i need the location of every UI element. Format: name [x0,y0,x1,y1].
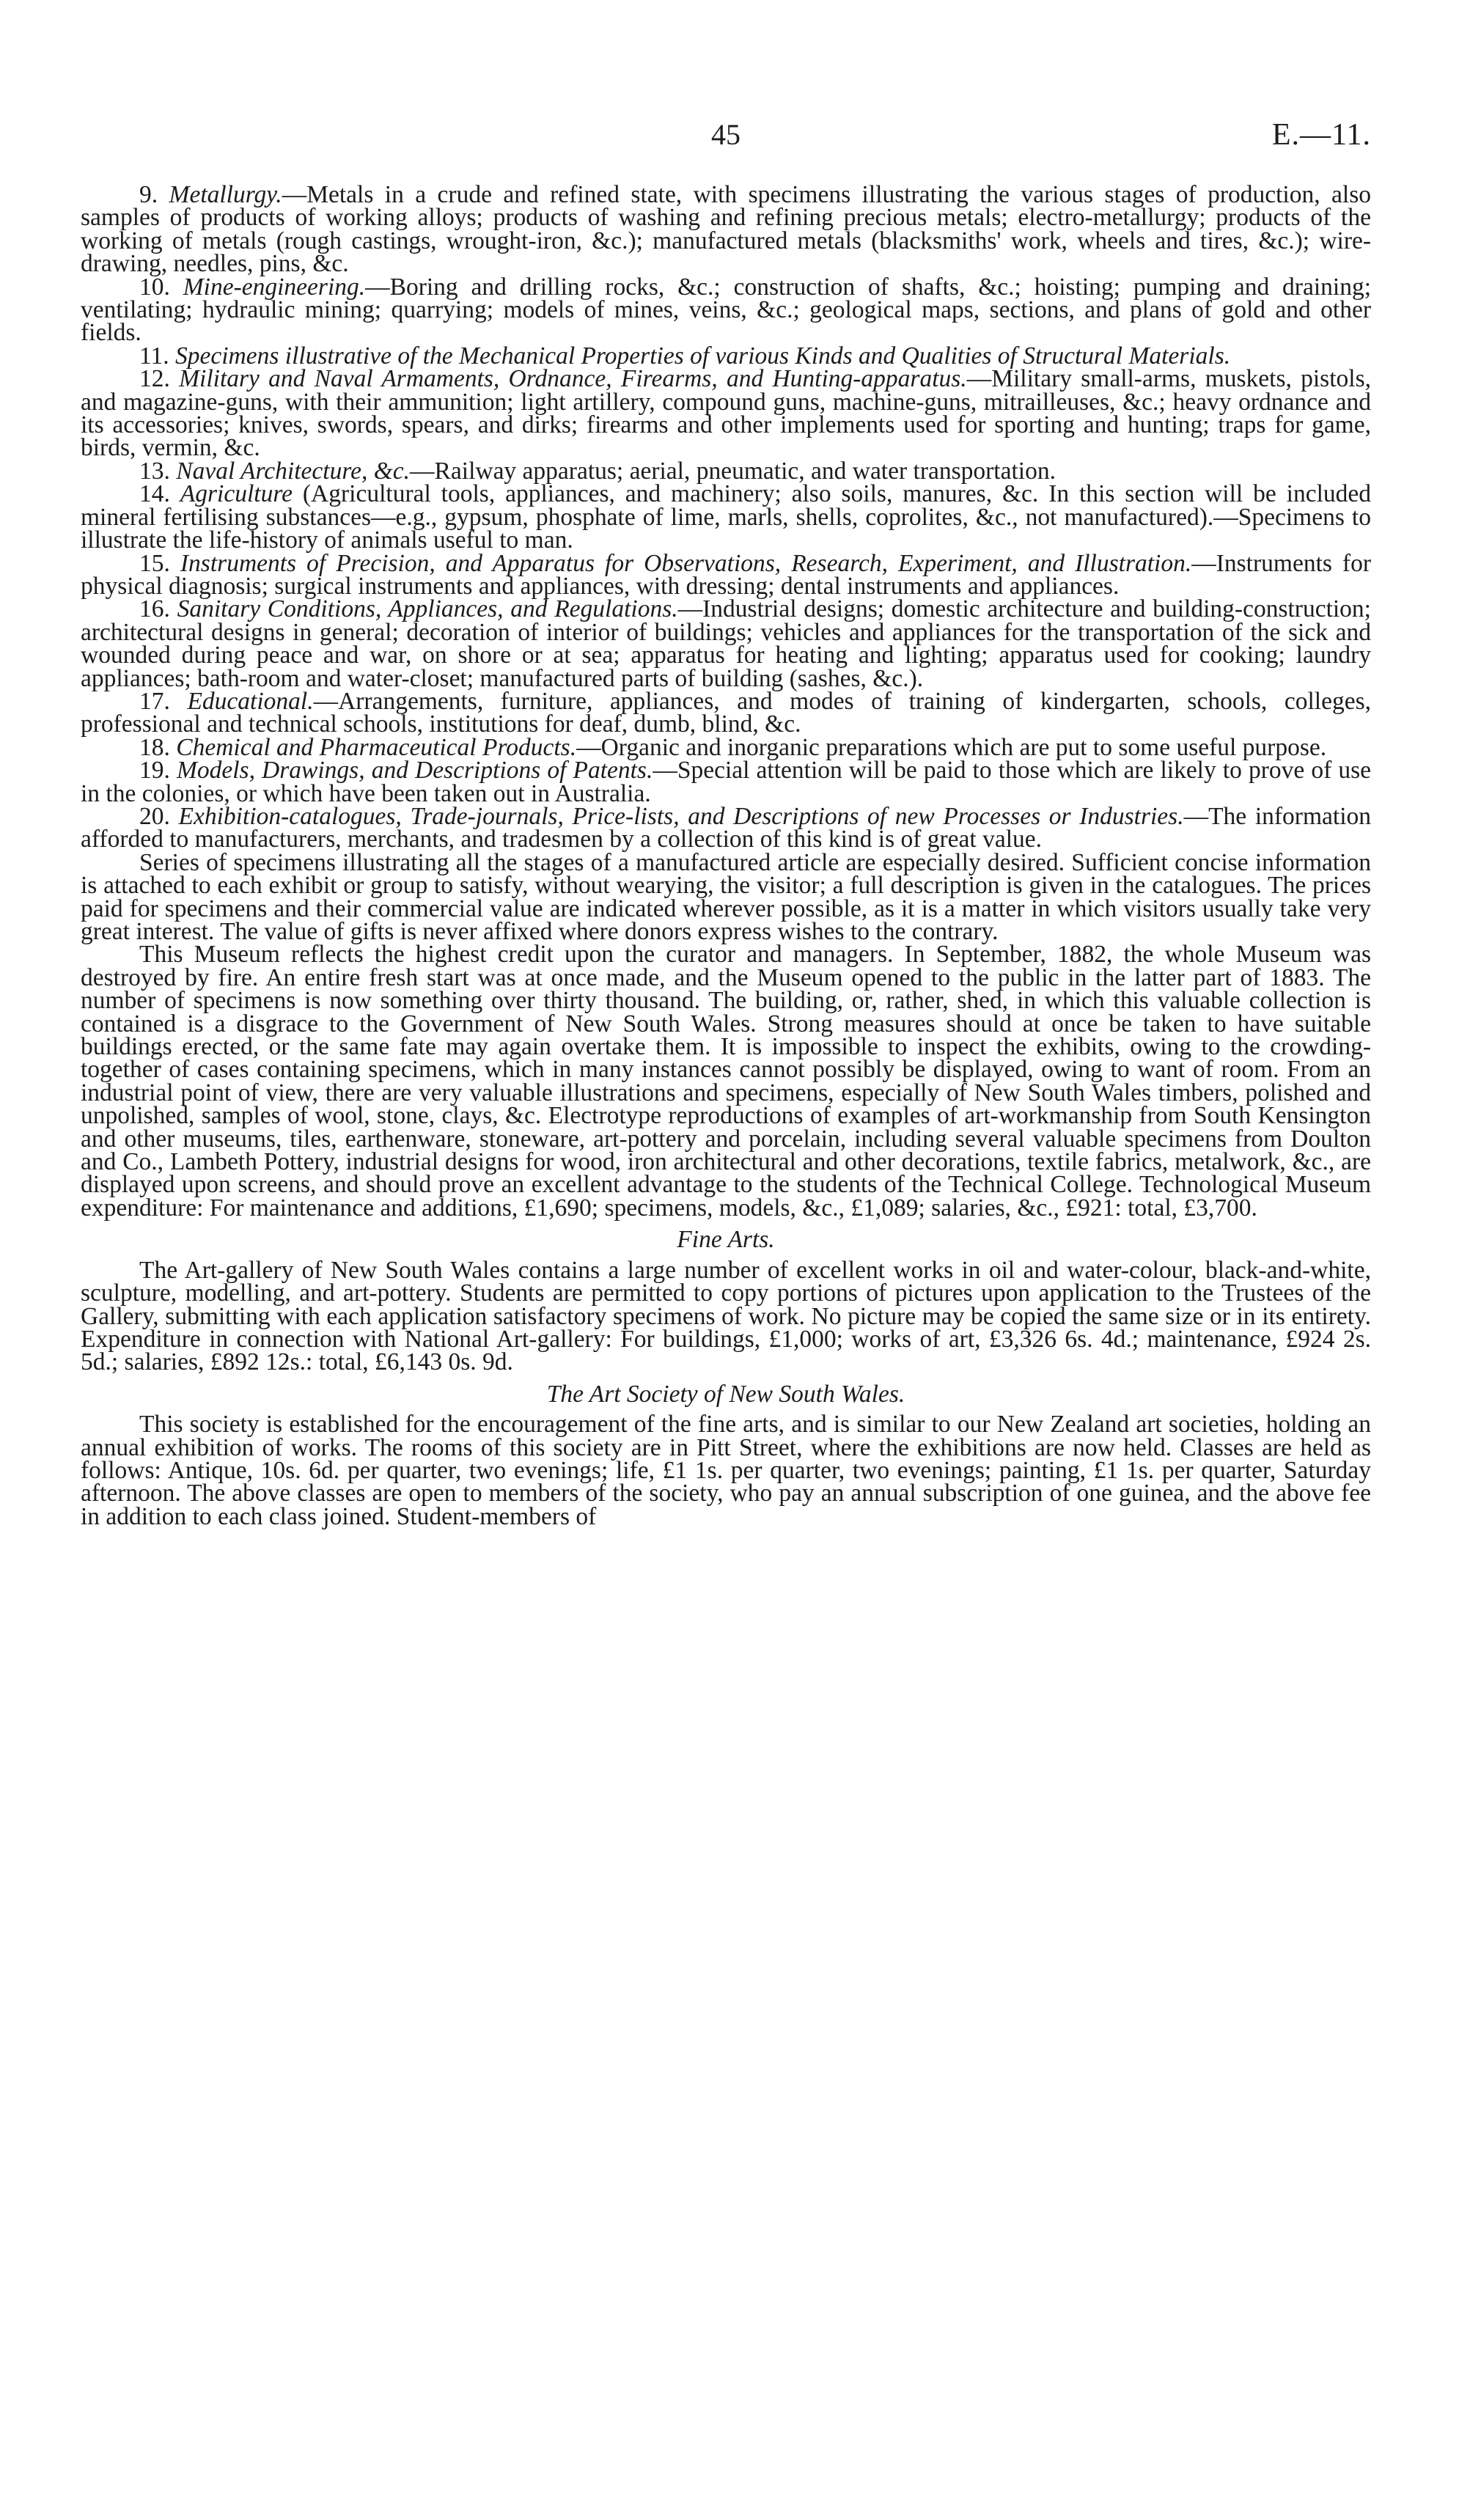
document-code: E.—11. [1271,118,1371,152]
list-item [81,342,1371,370]
list-item [81,457,1371,485]
item-number: 10. [139,273,170,301]
item-number: 17. [139,687,170,715]
item-title: Sanitary Conditions, Appliances, and Regulations. [177,595,678,623]
item-number: 13. [139,457,170,485]
item-title: Specimens illustrative of the Mechanical Properties of various Kinds and Qualities of Structural Materials. [175,342,1231,370]
item-title: Educational. [187,687,314,715]
page-header [81,117,1371,161]
item-title: Mine-engineering. [183,273,366,301]
paragraph-fine-arts: The Art-gallery of New South Wales contains a large number of excellent works in oil and water-colour, black-and-white, sculpture, modelling, and art-pottery. Students are permitted to copy portions of pictures upon application to the Trustees of the Gallery, submitting with each application satisfactory specimens of work. No picture may be copied the same size or in its entirety. Expenditure in connection with National Art-gallery: For buildings, £1,000; works of art, £3,326 6s. 4d.; maintenance, £924 2s. 5d.; salaries, £892 12s.: total, £6,143 0s. 9d. [81,1256,1371,1376]
list-item [81,367,1371,460]
item-text: —Metals in a crude and refined state, with specimens illustrating the various stages of production, also samples of products of working alloys; products of washing and refining precious metals; electro-metallurgy; products of the working of metals (rough castings, wrought-iron, &c.); manufactured metals (blacksmiths' work, wheels and tires, &c.); wire-drawing, needles, pins, &c. [81,181,1371,278]
item-title: Instruments of Precision, and Apparatus for Observations, Research, Experiment, and Illustration. [180,549,1192,577]
list-item [81,759,1371,805]
item-number: 15. [139,549,170,577]
list-item [81,595,1371,692]
item-number: 11. [139,342,169,370]
item-number: 14. [139,480,170,508]
item-number: 18. [139,733,170,761]
item-title: Agriculture [180,480,293,508]
item-number: 19. [139,757,170,785]
item-title: Chemical and Pharmaceutical Products. [176,733,577,761]
item-title: Naval Architecture, &c. [176,457,411,485]
body-text [81,183,1371,1528]
item-number: 9. [139,181,158,208]
item-text: —Organic and inorganic preparations which are put to some useful purpose. [576,733,1327,761]
paragraph-museum: This Museum reflects the highest credit upon the curator and managers. In September, 1882, the whole Museum was destroyed by fire. An entire fresh start was at once made, and the Museum opened to the public in the latter part of 1883. The number of specimens is now something over thirty thousand. The building, or, rather, shed, in which this valuable collection is contained is a disgrace to the Government of New South Wales. Strong measures should at once be taken to have suitable buildings erected, or the same fate may again overtake them. It is impossible to inspect the exhibits, owing to the crowding-together of cases containing specimens, which in many instances cannot possibly be displayed, owing to want of room. From an industrial point of view, there are very valuable illustrations and specimens, especially of New South Wales timbers, polished and unpolished, samples of wool, stone, clays, &c. Electrotype reproductions of examples of art-workmanship from South Kensington and other museums, tiles, earthenware, stoneware, art-pottery and porcelain, including several valuable specimens from Doulton and Co., Lambeth Pottery, industrial designs for wood, iron architectural and other decorations, textile fabrics, metalwork, &c., are displayed upon screens, and should prove an excellent advantage to the students of the Technical College. Technological Museum expenditure: For maintenance and additions, £1,690; specimens, models, &c., £1,089; salaries, &c., £921: total, £3,700. [81,941,1371,1222]
item-text: —The information afforded to manufacturers, merchants, and tradesmen by a collection of this kind is of great value. [81,802,1371,853]
item-title: Models, Drawings, and Descriptions of Patents. [176,757,653,785]
section-heading-art-society: The Art Society of New South Wales. [546,1380,905,1408]
item-number: 16. [139,595,170,623]
item-number: 12. [139,365,170,393]
list-item [81,480,1371,554]
list-item [81,733,1371,761]
item-text: —Instruments for physical diagnosis; surgical instruments and appliances, with dressing; dental instruments and appliances. [81,549,1371,600]
list-item [81,687,1371,738]
item-number: 20. [139,802,170,830]
item-text: —Boring and drilling rocks, &c.; construction of shafts, &c.; hoisting; pumping and draining; ventilating; hydraulic mining; quarrying; models of mines, veins, &c.; geological maps, sections, and plans of gold and other fields. [81,273,1372,347]
item-text: (Agricultural tools, appliances, and machinery; also soils, manures, &c. In this section will be included mineral fertilising substances—e.g., gypsum, phosphate of lime, marls, shells, coprolites, &c., not manufactured).—Specimens to illustrate the life-history of animals useful to man. [81,480,1371,554]
section-heading-fine-arts: Fine Arts. [677,1226,775,1254]
paragraph-series: Series of specimens illustrating all the stages of a manufactured article are especially desired. Sufficient concise information is attached to each exhibit or group to satisfy, without wearying, the visitor; a full description is given in the catalogues. The prices paid for specimens and their commercial value are indicated wherever possible, as it is a matter in which visitors usually take very great interest. The value of gifts is never affixed where donors express wishes to the contrary. [81,848,1371,945]
item-text: —Arrangements, furniture, appliances, and modes of training of kindergarten, schools, colleges, professional and technical schools, institutions for deaf, dumb, blind, &c. [81,687,1371,738]
list-item [81,183,1371,276]
item-text: —Railway apparatus; aerial, pneumatic, and water transportation. [410,457,1056,485]
page-number: 45 [711,118,740,151]
item-text: —Special attention will be paid to those which are likely to prove of use in the colonies, or which have been taken out in Australia. [81,757,1372,807]
item-text: —Military small-arms, muskets, pistols, and magazine-guns, with their ammunition; light artillery, compound guns, machine-guns, mitrailleuses, &c.; heavy ordnance and its accessories; knives, swords, spears, and dirks; firearms and other implements used for sporting and hunting; traps for game, birds, vermin, &c. [81,365,1372,462]
list-item [81,802,1371,853]
paragraph-art-society: This society is established for the encouragement of the fine arts, and is similar to our New Zealand art societies, holding an annual exhibition of works. The rooms of this society are in Pitt Street, where the exhibitions are now held. Classes are held as follows: Antique, 10s. 6d. per quarter, two evenings; life, £1 1s. per quarter, two evenings; painting, £1 1s. per quarter, Saturday afternoon. The above classes are open to members of the society, who pay an annual subscription of one guinea, and the above fee in addition to each class joined. Student-members of [81,1411,1371,1530]
list-item [81,273,1372,347]
item-title: Metallurgy. [169,181,282,208]
list-item [81,549,1371,600]
item-title: Exhibition-catalogues, Trade-journals, Price-lists, and Descriptions of new Processes or Industries. [178,802,1184,830]
item-text: —Industrial designs; domestic architecture and building-construction; architectural designs in general; decoration of interior of buildings; vehicles and appliances for the transportation of the sick and wounded during peace and war, on shore or at sea; apparatus for heating and lighting; apparatus used for cooking; laundry appliances; bath-room and water-closet; manufactured parts of building (sashes, &c.). [81,595,1371,692]
item-title: Military and Naval Armaments, Ordnance, Firearms, and Hunting-apparatus. [179,365,967,393]
